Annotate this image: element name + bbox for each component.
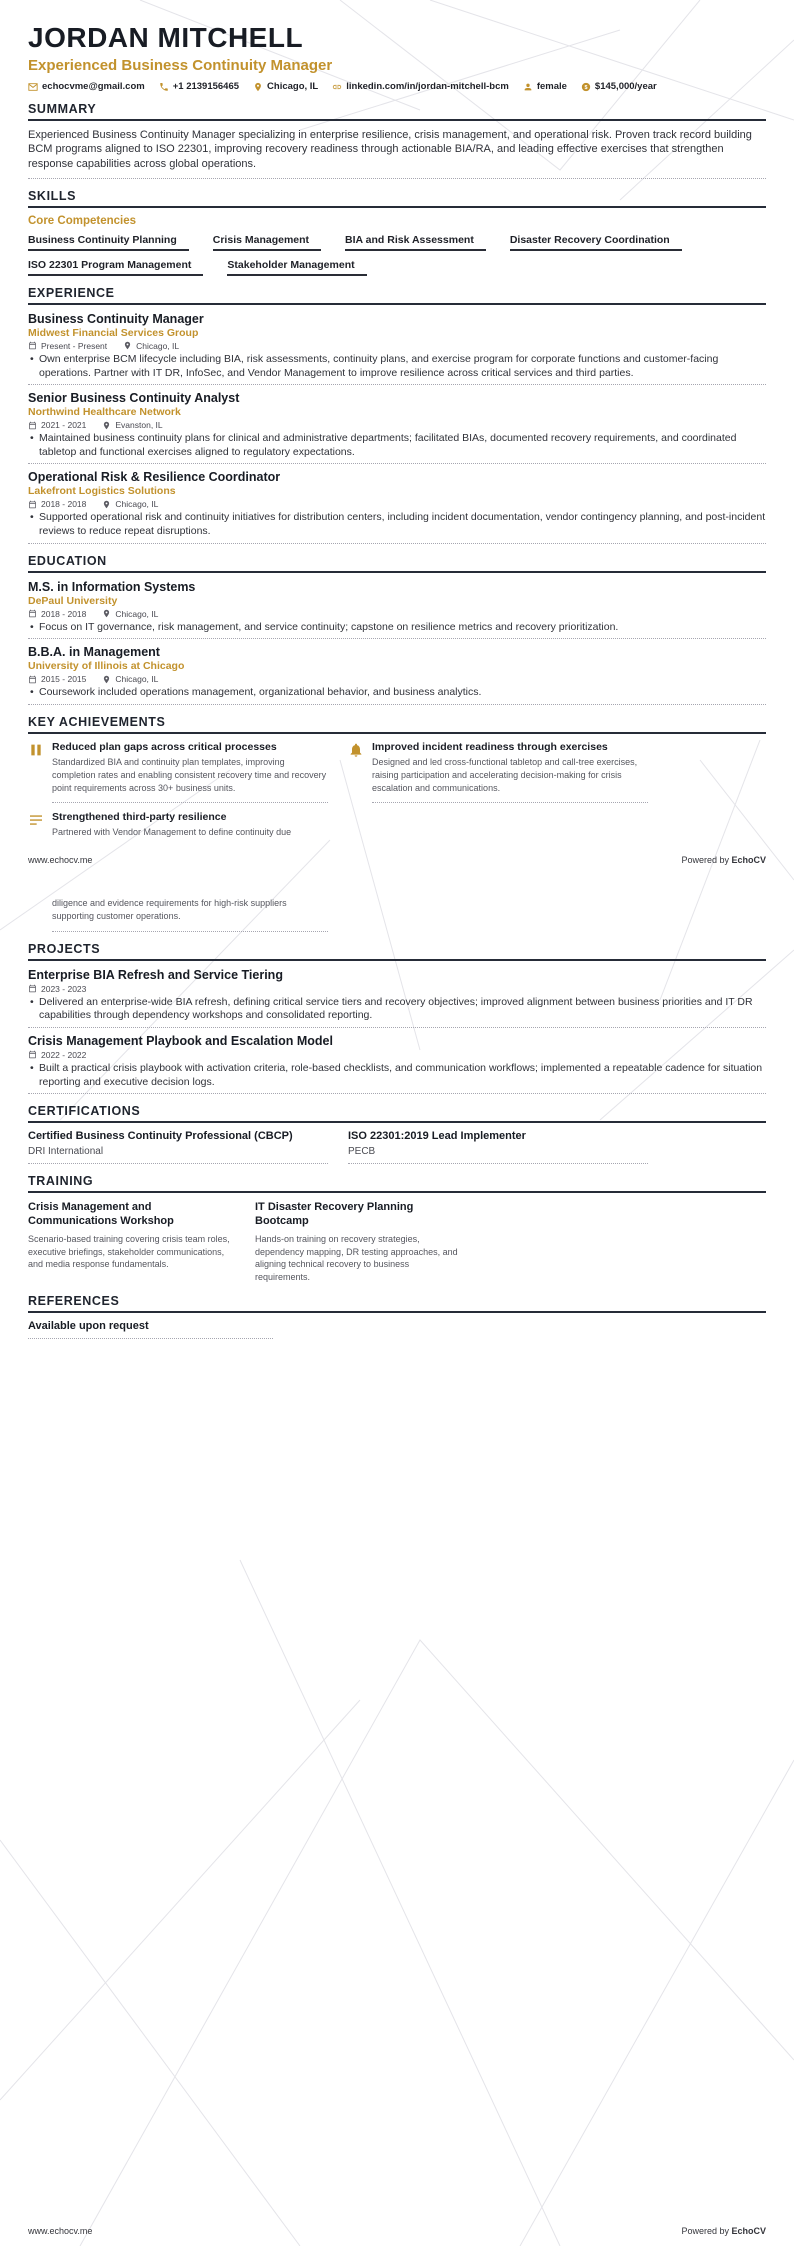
skills-heading: SKILLS [28, 189, 766, 208]
location-icon [253, 82, 263, 92]
project-dates [28, 984, 86, 994]
salary-icon [581, 82, 591, 92]
certification-title: Certified Business Continuity Professional (CBCP) [28, 1130, 293, 1143]
page-2-footer [28, 2226, 766, 2246]
achievement-text: Designed and led cross-functional tabletop and call-tree exercises, raising participation and accelerating decision-making for crisis escalation and communications. [372, 757, 638, 793]
achievement-title: Reduced plan gaps across critical processes [52, 741, 277, 754]
contact-phone-text: +1 2139156465 [172, 81, 240, 92]
experience-item [28, 312, 766, 385]
training-text: Hands-on training on recovery strategies, dependency mapping, DR testing approaches, and aligning technical recovery to business requirements. [255, 1233, 458, 1283]
job-dates-text: 2021 - 2021 [41, 420, 87, 431]
job-company: Midwest Financial Services Group [28, 326, 199, 339]
references-text: Available upon request [28, 1320, 273, 1339]
skill-item: Business Continuity Planning [28, 234, 189, 251]
contact-linkedin-text: linkedin.com/in/jordan-mitchell-bcm [346, 81, 509, 92]
skills-group-title: Core Competencies [28, 214, 137, 227]
job-bullets [28, 353, 766, 380]
email-icon [28, 82, 38, 92]
page-2 [0, 875, 794, 2246]
education-heading: EDUCATION [28, 554, 766, 573]
location-icon [102, 609, 111, 618]
calendar-icon [28, 421, 37, 430]
education-dates-text: 2015 - 2015 [41, 674, 87, 685]
education-bullets [28, 686, 766, 700]
job-bullet: • Own enterprise BCM lifecycle including BIA, risk assessments, continuity plans, and exercise program for corporate functions and customer-facing operations. Partner with IT DR, InfoSec, and Vendor Management to improve resilience across critical services and third parties. [28, 353, 766, 380]
training-item [28, 1200, 233, 1271]
project-title: Crisis Management Playbook and Escalation Model [28, 1033, 333, 1048]
calendar-icon [28, 341, 37, 350]
contact-gender [523, 81, 567, 92]
job-location [102, 420, 162, 430]
footer-brand-link[interactable]: EchoCV [731, 2226, 766, 2236]
project-bullet: • Built a practical crisis playbook with activation criteria, role-based checklists, and communication workflows; implemented a repeatable cadence for situation reporting and executive decision logs. [28, 1062, 766, 1089]
footer-powered [681, 2226, 766, 2236]
achievements-grid [28, 741, 766, 839]
training-title: IT Disaster Recovery Planning Bootcamp [255, 1201, 414, 1228]
achievement-item [28, 741, 328, 803]
certification-item [28, 1130, 328, 1164]
job-dates [28, 420, 86, 430]
link-icon [332, 82, 342, 92]
calendar-icon [28, 609, 37, 618]
training-heading: TRAINING [28, 1174, 766, 1193]
contact-phone[interactable] [159, 81, 239, 92]
job-company: Northwind Healthcare Network [28, 406, 181, 419]
achievement-item [28, 811, 328, 839]
job-location-text: Chicago, IL [136, 340, 180, 351]
education-meta [28, 609, 766, 619]
training-grid [28, 1200, 766, 1284]
section-certifications [28, 1104, 766, 1164]
contact-gender-text: female [536, 81, 567, 92]
section-summary [28, 102, 766, 179]
page-1-footer [28, 855, 766, 875]
achievements-heading: KEY ACHIEVEMENTS [28, 715, 766, 734]
section-projects [28, 942, 766, 1095]
achievement-continuation-block [52, 897, 328, 932]
education-bullet: • Focus on IT governance, risk management, and service continuity; capstone on resilience metrics and recovery prioritization. [28, 621, 766, 635]
project-title: Enterprise BIA Refresh and Service Tiering [28, 967, 283, 982]
projects-heading: PROJECTS [28, 942, 766, 961]
degree-title: B.B.A. in Management [28, 645, 160, 660]
training-text: Scenario-based training covering crisis team roles, executive briefings, stakeholder communications, and media response fundamentals. [28, 1233, 230, 1270]
calendar-icon [28, 984, 37, 993]
contact-location-text: Chicago, IL [267, 81, 319, 92]
contact-location [253, 81, 318, 92]
job-dates [28, 499, 86, 509]
job-title: Operational Risk & Resilience Coordinator [28, 470, 281, 485]
certification-title: ISO 22301:2019 Lead Implementer [348, 1130, 526, 1143]
job-bullet: • Supported operational risk and continuity initiatives for distribution centers, including incident documentation, vendor contingency planning, and post-incident reviews to reduce repeat disruptions. [28, 511, 766, 538]
skill-item: BIA and Risk Assessment [345, 234, 486, 251]
location-icon [102, 500, 111, 509]
job-dates-text: Present - Present [41, 340, 108, 351]
certification-item [348, 1130, 648, 1164]
calendar-icon [28, 675, 37, 684]
training-item [255, 1200, 460, 1284]
phone-icon [159, 82, 169, 92]
job-meta [28, 420, 766, 430]
education-item [28, 580, 766, 640]
footer-powered-prefix: Powered by [681, 855, 732, 866]
contact-linkedin[interactable] [332, 81, 509, 92]
blank-space [28, 1339, 766, 2226]
page-1 [0, 0, 794, 875]
project-bullets [28, 1062, 766, 1089]
education-location-text: Chicago, IL [115, 674, 159, 685]
achievement-body [52, 741, 328, 803]
skill-item: Crisis Management [213, 234, 321, 251]
person-job-title: Experienced Business Continuity Manager [28, 57, 333, 74]
calendar-icon [28, 500, 37, 509]
education-item [28, 645, 766, 705]
certifications-heading: CERTIFICATIONS [28, 1104, 766, 1123]
person-name: JORDAN MITCHELL [28, 22, 304, 53]
education-dates [28, 674, 86, 684]
experience-item [28, 391, 766, 464]
degree-title: M.S. in Information Systems [28, 579, 196, 594]
contact-row [28, 81, 766, 92]
job-dates [28, 341, 107, 351]
job-meta [28, 499, 766, 509]
education-dates-text: 2018 - 2018 [41, 608, 87, 619]
section-skills [28, 189, 766, 276]
job-location [123, 341, 179, 351]
section-experience [28, 286, 766, 544]
project-dates [28, 1050, 86, 1060]
footer-brand-link[interactable]: EchoCV [731, 855, 766, 866]
calendar-icon [28, 1050, 37, 1059]
contact-salary [581, 81, 657, 92]
section-education [28, 554, 766, 705]
contact-salary-text: $145,000/year [594, 81, 657, 92]
school-name: DePaul University [28, 594, 118, 607]
achievement-text: Standardized BIA and continuity plan templates, improving completion rates and enabling consistent recovery time and recovery point requirements across 30+ business units. [52, 757, 327, 793]
footer-site-link[interactable]: www.echocv.me [28, 2226, 93, 2236]
resume-header [28, 22, 766, 92]
job-bullet: • Maintained business continuity plans for clinical and administrative departments; facilitated BIAs, documented recovery requirements, and coordinated tabletop and functional exercises aligned to regulatory expectations. [28, 432, 766, 459]
project-dates-text: 2022 - 2022 [41, 1049, 87, 1060]
bell-icon [348, 742, 364, 758]
section-references [28, 1294, 766, 1339]
job-location-text: Chicago, IL [115, 499, 159, 510]
job-meta [28, 341, 766, 351]
project-item [28, 968, 766, 1028]
education-location [102, 674, 158, 684]
project-bullet: • Delivered an enterprise-wide BIA refresh, defining critical service tiers and recovery objectives; improved alignment between business priorities and IT DR capabilities through dependency workshops and consolidated reporting. [28, 996, 766, 1023]
project-meta [28, 1050, 766, 1060]
job-bullets [28, 511, 766, 538]
training-title: Crisis Management and Communications Workshop [28, 1201, 174, 1228]
person-icon [523, 82, 533, 92]
job-dates-text: 2018 - 2018 [41, 499, 87, 510]
achievement-continuation-text: diligence and evidence requirements for high-risk suppliers supporting customer operations. [52, 898, 287, 921]
contact-email-text: echocvme@gmail.com [42, 81, 145, 92]
job-bullets [28, 432, 766, 459]
achievement-body [372, 741, 648, 803]
experience-item [28, 470, 766, 543]
education-location [102, 609, 158, 619]
section-achievements [28, 715, 766, 839]
footer-powered [681, 855, 766, 865]
achievement-title: Strengthened third-party resilience [52, 811, 227, 824]
certifications-grid [28, 1130, 766, 1164]
job-location [102, 499, 158, 509]
project-bullets [28, 996, 766, 1023]
skill-item: ISO 22301 Program Management [28, 259, 203, 276]
location-icon [102, 421, 111, 430]
location-icon [123, 341, 132, 350]
summary-text: Experienced Business Continuity Manager specializing in enterprise resilience, crisis management, and operational risk. Proven track record building BCM programs aligned to ISO 22301, improving recovery readiness through actionable BIA/RA, and leading effective exercises that strengthen response capabilities across global operations. [28, 128, 766, 179]
skills-list [28, 234, 766, 276]
footer-site-link[interactable]: www.echocv.me [28, 855, 93, 866]
project-meta [28, 984, 766, 994]
achievement-item [348, 741, 648, 803]
skill-item: Disaster Recovery Coordination [510, 234, 682, 251]
achievement-body [52, 811, 328, 839]
education-dates [28, 609, 86, 619]
education-meta [28, 674, 766, 684]
education-bullets [28, 621, 766, 635]
job-title: Business Continuity Manager [28, 311, 204, 326]
achievement-text: Partnered with Vendor Management to define continuity due [52, 827, 292, 838]
job-location-text: Evanston, IL [115, 420, 163, 431]
achievement-title: Improved incident readiness through exercises [372, 741, 608, 754]
certification-issuer: PECB [348, 1146, 648, 1164]
list-lines-icon [28, 812, 44, 828]
summary-heading: SUMMARY [28, 102, 766, 121]
experience-heading: EXPERIENCE [28, 286, 766, 305]
references-heading: REFERENCES [28, 1294, 766, 1313]
section-training [28, 1174, 766, 1284]
location-icon [102, 675, 111, 684]
skill-item: Stakeholder Management [227, 259, 366, 276]
education-location-text: Chicago, IL [115, 608, 159, 619]
school-name: University of Illinois at Chicago [28, 660, 185, 673]
job-company: Lakefront Logistics Solutions [28, 485, 176, 498]
certification-issuer: DRI International [28, 1146, 328, 1164]
bar-columns-icon [28, 742, 44, 758]
project-dates-text: 2023 - 2023 [41, 983, 87, 994]
footer-powered-prefix: Powered by [681, 2226, 732, 2236]
job-title: Senior Business Continuity Analyst [28, 391, 240, 406]
contact-email[interactable] [28, 81, 145, 92]
project-item [28, 1034, 766, 1094]
education-bullet: • Coursework included operations management, organizational behavior, and business analytics. [28, 686, 766, 700]
